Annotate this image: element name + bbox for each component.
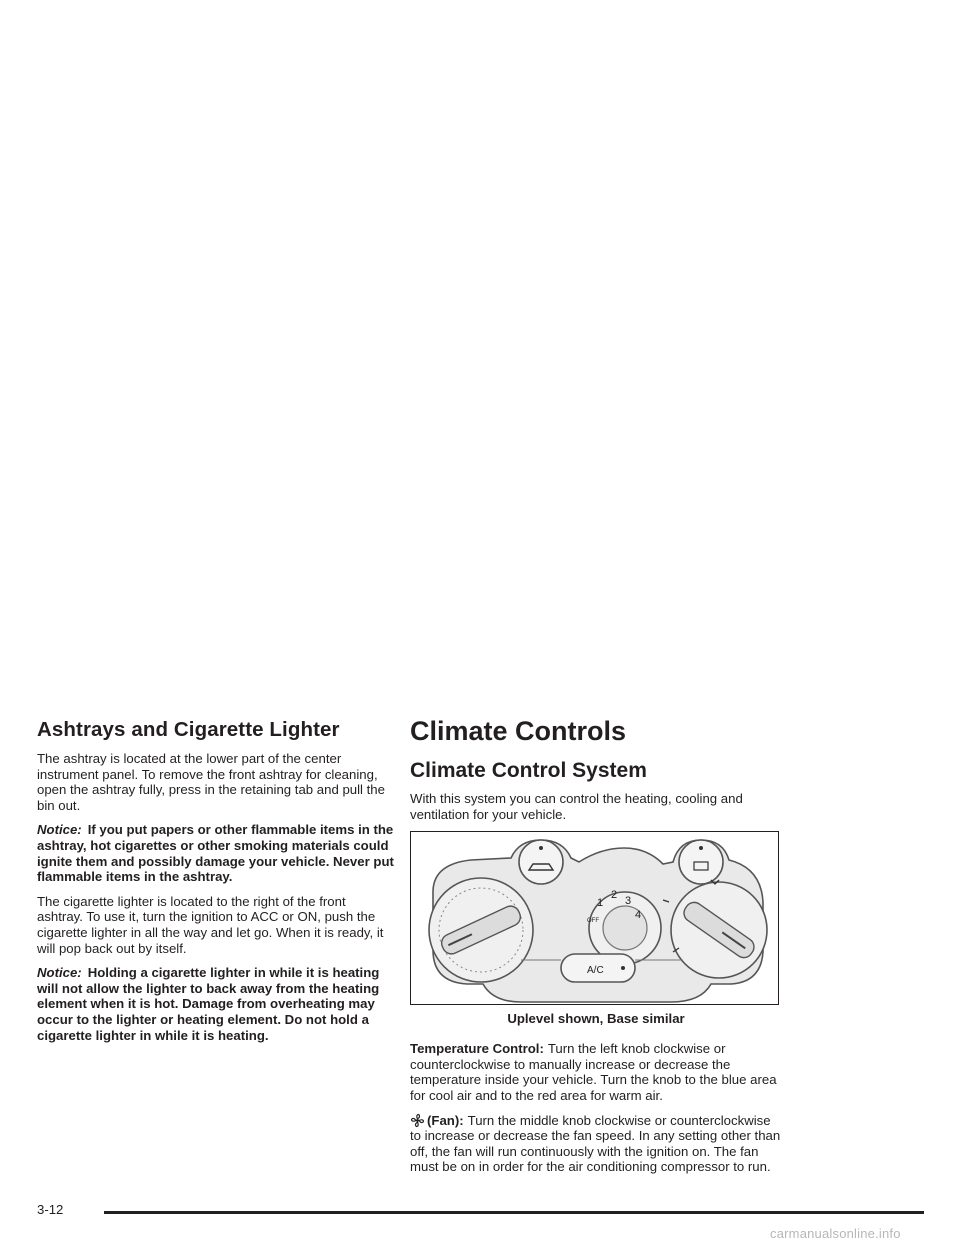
watermark: carmanualsonline.info bbox=[770, 1226, 901, 1241]
ashtray-notice bbox=[37, 822, 394, 884]
ac-label: A/C bbox=[587, 965, 604, 977]
fan-speed-1: 1 bbox=[597, 897, 604, 910]
fan-paragraph bbox=[410, 1113, 782, 1175]
fan-text: Turn the middle knob clockwise or counterclockwise to increase or decrease the fan speed. In any setting other than off, the fan will run continuously with the ignition on. The fan must be on in order for the air conditioning compressor to run. bbox=[410, 1112, 781, 1175]
climate-controls-heading: Climate Controls bbox=[410, 716, 627, 746]
temperature-control-text: Turn the left knob clockwise or counterclockwise to manually increase or decrease the temperature inside your vehicle. Turn the knob to the blue area for cool air and to the red area for warm air. bbox=[410, 1041, 777, 1103]
right-column bbox=[410, 716, 782, 1184]
fan-icon bbox=[410, 1113, 425, 1128]
ashtrays-heading: Ashtrays and Cigarette Lighter bbox=[37, 718, 340, 741]
ashtray-paragraph: The ashtray is located at the lower part of the center instrument panel. To remove the front ashtray for cleaning, open the ashtray fully, press in the retaining tab and pull the bin out. bbox=[37, 751, 385, 813]
fan-speed-4: 4 bbox=[635, 909, 642, 922]
climate-control-system-heading: Climate Control System bbox=[410, 759, 647, 782]
fan-off-label: OFF bbox=[587, 918, 599, 925]
fan-speed-2: 2 bbox=[611, 889, 618, 902]
temperature-control-label: Temperature Control: bbox=[410, 1041, 544, 1057]
footer-rule bbox=[104, 1211, 924, 1214]
notice-text: Holding a cigarette lighter in while it is heating will not allow the lighter to back away from the heating element when it is hot. Damage from overheating may occur to the lighter or heating element. Do not hold a cigarette lighter in while it is heating. bbox=[37, 965, 380, 1043]
climate-control-panel-figure bbox=[410, 831, 779, 1005]
climate-panel-illustration bbox=[411, 832, 777, 1003]
figure-caption: Uplevel shown, Base similar bbox=[507, 1011, 685, 1027]
notice-text: If you put papers or other flammable items in the ashtray, hot cigarettes or other smoking materials could ignite them and possibly damage your vehicle. Never put flammable items in the ashtray. bbox=[37, 822, 394, 885]
intro-paragraph: With this system you can control the heating, cooling and ventilation for your vehicle. bbox=[410, 791, 743, 822]
lighter-paragraph: The cigarette lighter is located to the right of the front ashtray. To use it, turn the ignition to ACC or ON, push the cigarette lighter in all the way and let go. When it is ready, it will pop back out by itself. bbox=[37, 893, 384, 956]
lighter-notice bbox=[37, 965, 394, 1043]
temperature-control-paragraph bbox=[410, 1041, 782, 1103]
notice-label: Notice: bbox=[37, 965, 82, 981]
fan-label: (Fan): bbox=[427, 1112, 464, 1128]
notice-label: Notice: bbox=[37, 822, 82, 838]
fan-speed-3: 3 bbox=[625, 895, 632, 908]
page-number: 3-12 bbox=[37, 1202, 64, 1217]
left-column bbox=[37, 718, 394, 1052]
